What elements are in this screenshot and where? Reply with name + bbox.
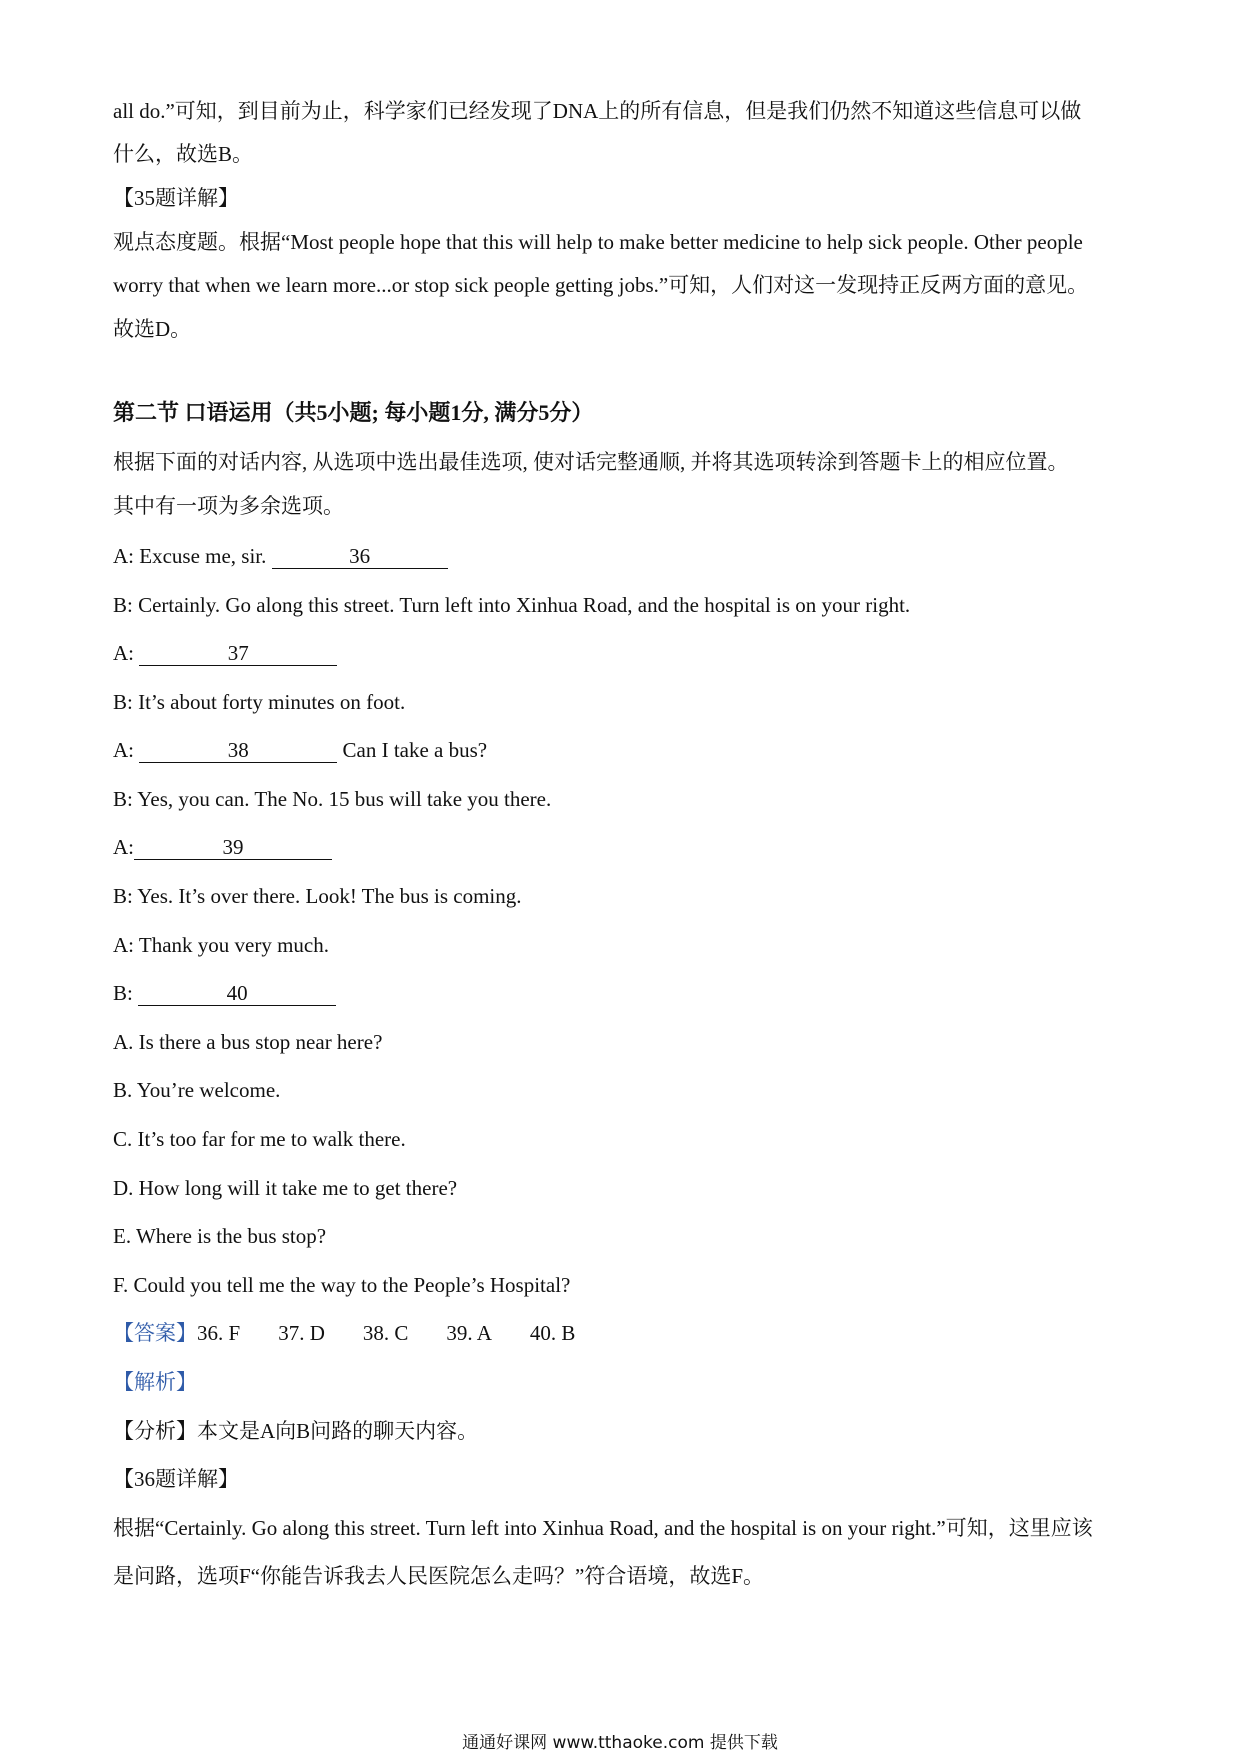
- page-footer: 通通好课网 www.tthaoke.com 提供下载: [462, 1733, 778, 1753]
- answer-item: 36. F: [197, 1321, 241, 1345]
- option-b: B. You’re welcome.: [113, 1078, 281, 1102]
- answer-item: 37. D: [278, 1321, 325, 1345]
- option-c: C. It’s too far for me to walk there.: [113, 1127, 406, 1151]
- instruction-line: 其中有一项为多余选项。: [113, 494, 344, 518]
- answer-blank-40: 40: [138, 981, 336, 1006]
- answer-item: 38. C: [362, 1321, 409, 1345]
- dialogue-line-39: [113, 832, 1130, 862]
- dialogue-line: B: Certainly. Go along this street. Turn left into Xinhua Road, and the hospital is on your right.: [113, 593, 911, 617]
- speaker-text: A:: [113, 641, 134, 665]
- option-e: E. Where is the bus stop?: [113, 1224, 327, 1248]
- question-35-title: 【35题详解】: [113, 186, 239, 210]
- text-line: worry that when we learn more...or stop sick people getting jobs.”可知，人们对这一发现持正反两方面的意见。: [113, 273, 1089, 297]
- dialogue-line-40: [113, 978, 1130, 1008]
- dialogue-line-37: [113, 638, 1130, 668]
- answer-blank-38: 38: [139, 738, 337, 763]
- dialogue-line: B: Yes. It’s over there. Look! The bus is coming.: [113, 884, 522, 908]
- dialogue-line-36: [113, 541, 1130, 571]
- text-line: 故选D。: [113, 317, 192, 341]
- analysis-summary: 【分析】本文是A向B问路的聊天内容。: [113, 1419, 479, 1443]
- dialogue-line: B: It’s about forty minutes on foot.: [113, 690, 406, 714]
- analysis-label: 【解析】: [113, 1370, 197, 1394]
- answer-label: 【答案】: [113, 1321, 197, 1345]
- answer-blank-39: 39: [134, 835, 332, 860]
- answer-blank-37: 37: [139, 641, 337, 666]
- text-line: 是问路，选项F“你能告诉我去人民医院怎么走吗？”符合语境，故选F。: [113, 1564, 764, 1588]
- option-a: A. Is there a bus stop near here?: [113, 1030, 383, 1054]
- section-heading: 第二节 口语运用（共5小题; 每小题1分, 满分5分）: [113, 400, 594, 425]
- dialogue-line: A: Thank you very much.: [113, 933, 329, 957]
- speaker-text: A: Excuse me, sir.: [113, 544, 267, 568]
- text-line: 什么，故选B。: [113, 142, 254, 166]
- instruction-line: 根据下面的对话内容, 从选项中选出最佳选项, 使对话完整通顺, 并将其选项转涂到答题卡上的相应位置。: [113, 450, 1069, 474]
- answer-blank-36: 36: [272, 544, 448, 569]
- answer-key: [113, 1318, 1130, 1348]
- text-line: 观点态度题。根据“Most people hope that this will help to make better medicine to help sick people. Other people: [113, 230, 1083, 254]
- dialogue-line: B: Yes, you can. The No. 15 bus will take you there.: [113, 787, 552, 811]
- speaker-text: A:: [113, 835, 134, 859]
- text-line: 根据“Certainly. Go along this street. Turn left into Xinhua Road, and the hospital is on your right.”可知，这里应该: [113, 1516, 1093, 1540]
- question-36-title: 【36题详解】: [113, 1467, 239, 1491]
- answer-item: 39. A: [446, 1321, 492, 1345]
- speaker-text: A:: [113, 738, 134, 762]
- dialogue-line-38: [113, 735, 1130, 765]
- answer-item: 40. B: [529, 1321, 576, 1345]
- option-f: F. Could you tell me the way to the People’s Hospital?: [113, 1273, 571, 1297]
- option-d: D. How long will it take me to get there?: [113, 1176, 458, 1200]
- text-line: all do.”可知，到目前为止，科学家们已经发现了DNA上的所有信息，但是我们仍然不知道这些信息可以做: [113, 99, 1082, 123]
- dialogue-text: Can I take a bus?: [342, 738, 488, 762]
- speaker-text: B:: [113, 981, 133, 1005]
